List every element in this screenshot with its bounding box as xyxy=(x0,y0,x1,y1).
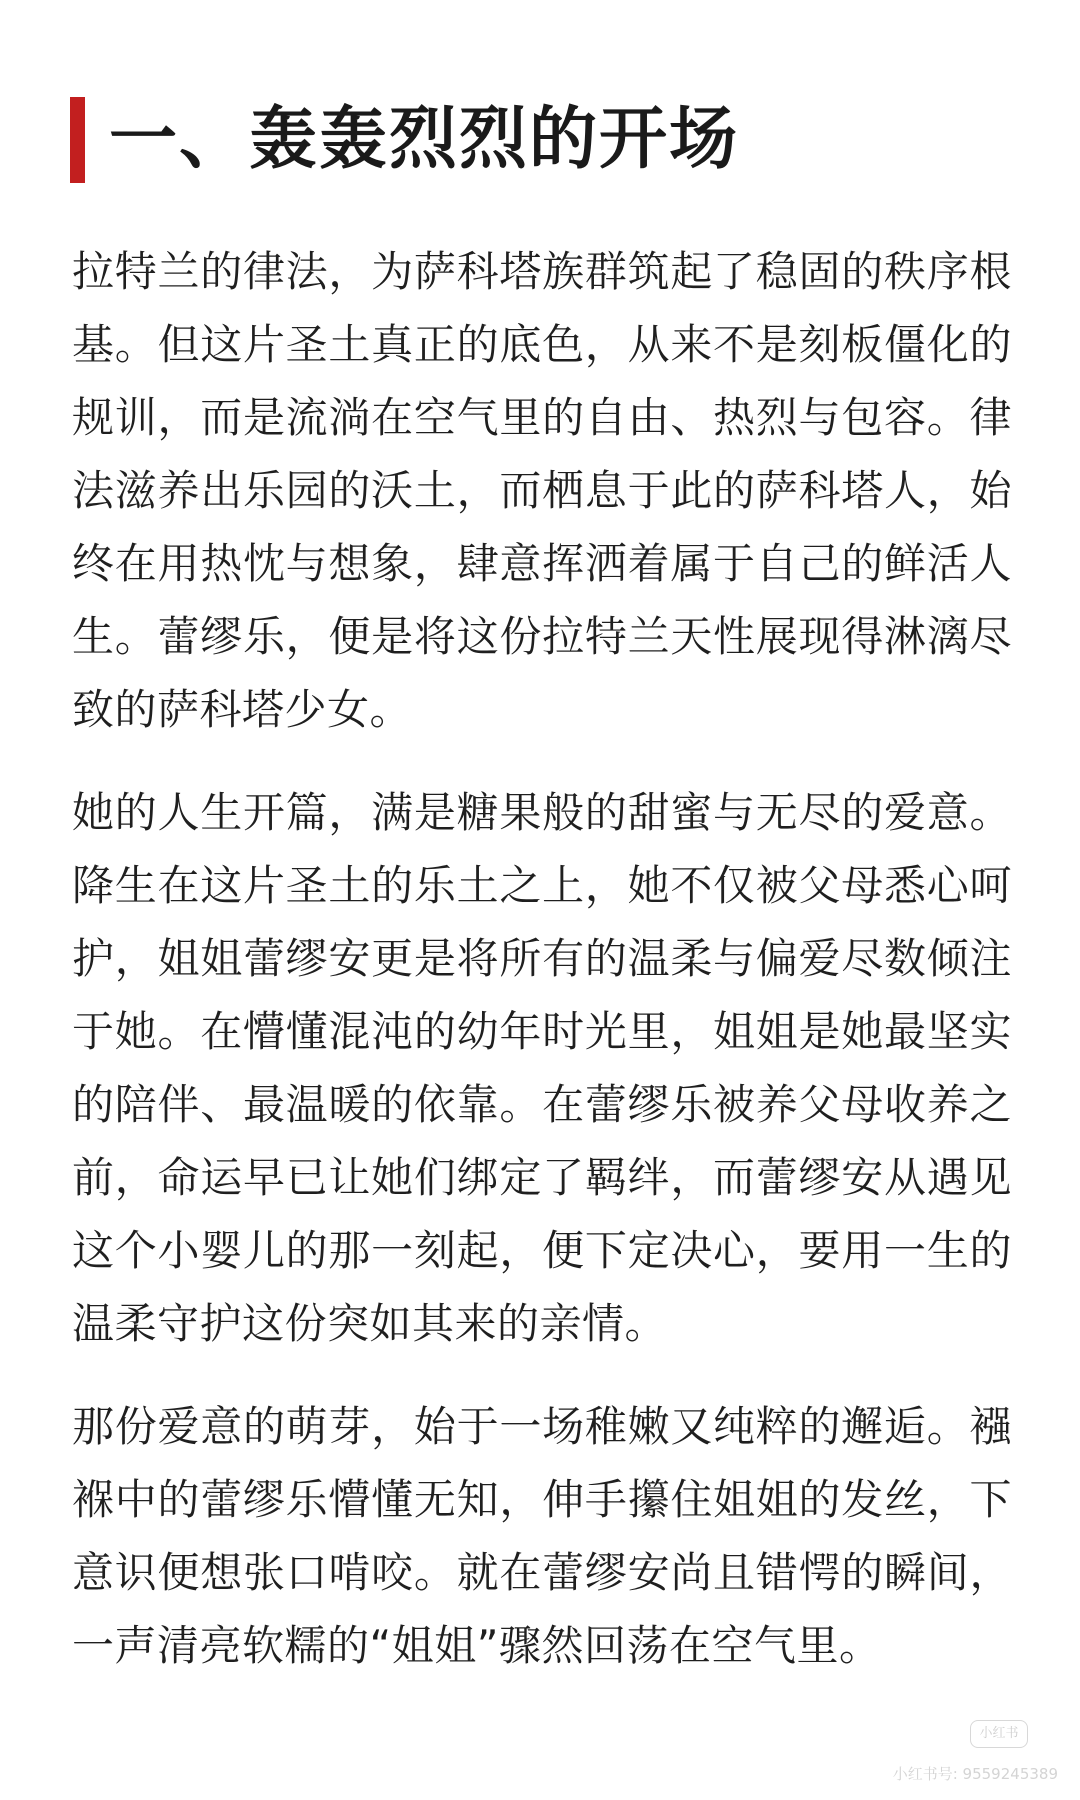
article-body xyxy=(72,235,1012,1712)
watermark-logo: 小红书 xyxy=(970,1720,1028,1748)
watermark xyxy=(818,1720,1058,1790)
watermark-text: 小红书号: 9559245389 xyxy=(892,1765,1058,1783)
section-heading xyxy=(70,96,739,184)
paragraph-3: 那份爱意的萌芽，始于一场稚嫩又纯粹的邂逅。襁褓中的蕾缪乐懵懂无知，伸手攥住姐姐的发丝，下意识便想张口啃咬。就在蕾缪安尚且错愕的瞬间，一声清亮软糯的“姐姐”骤然回荡在空气里。 xyxy=(72,1402,1012,1670)
paragraph-1: 拉特兰的律法，为萨科塔族群筑起了稳固的秩序根基。但这片圣土真正的底色，从来不是刻板僵化的规训，而是流淌在空气里的自由、热烈与包容。律法滋养出乐园的沃土，而栖息于此的萨科塔人，始终在用热忱与想象，肆意挥洒着属于自己的鲜活人生。蕾缪乐，便是将这份拉特兰天性展现得淋漓尽致的萨科塔少女。 xyxy=(72,247,1012,734)
paragraph-2: 她的人生开篇，满是糖果般的甜蜜与无尽的爱意。降生在这片圣土的乐土之上，她不仅被父母悉心呵护，姐姐蕾缪安更是将所有的温柔与偏爱尽数倾注于她。在懵懂混沌的幼年时光里，姐姐是她最坚实的陪伴、最温暖的依靠。在蕾缪乐被养父母收养之前，命运早已让她们绑定了羁绊，而蕾缪安从遇见这个小婴儿的那一刻起，便下定决心，要用一生的温柔守护这份突如其来的亲情。 xyxy=(72,788,1012,1348)
heading-accent-bar xyxy=(70,97,85,183)
section-title: 一、轰轰烈烈的开场 xyxy=(109,100,740,179)
